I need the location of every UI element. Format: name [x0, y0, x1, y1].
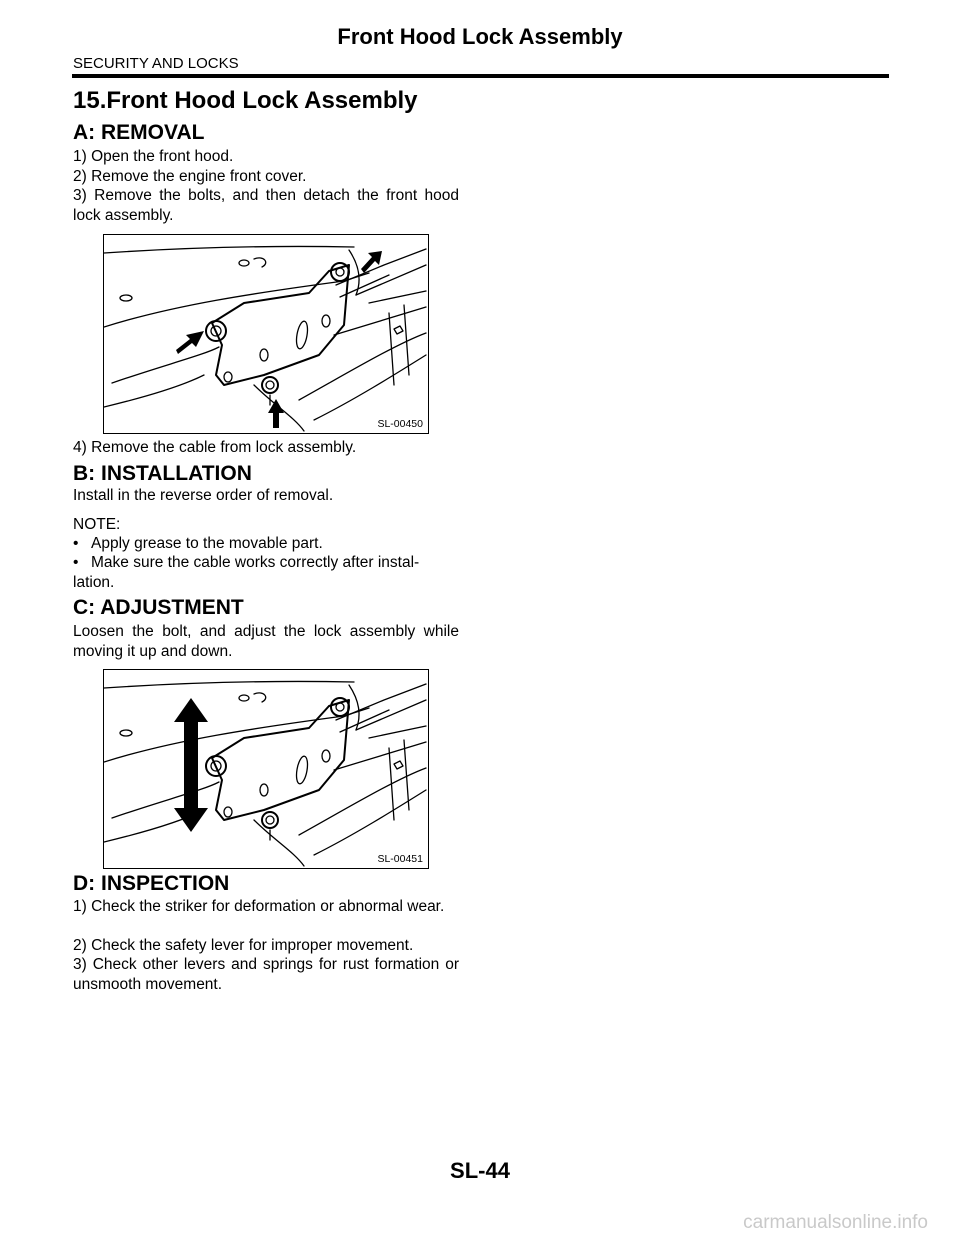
bullet: • [73, 554, 79, 571]
removal-step-4: 4) Remove the cable from lock assembly. [73, 439, 357, 456]
hood-lock-illustration [104, 235, 428, 433]
note-text: Make sure the cable works correctly after instal- lation. [73, 554, 420, 591]
removal-step-3: 3) Remove the bolts, and then detach the front hood lock assembly. [73, 187, 459, 224]
inspection-step-1: 1) Check the striker for deformation or abnormal wear. [73, 898, 445, 915]
removal-figure [103, 234, 429, 434]
arrow-left-bolt [176, 331, 204, 354]
up-down-arrow [174, 698, 208, 832]
note-item [73, 534, 459, 554]
note-text: Apply grease to the movable part. [91, 535, 323, 552]
removal-heading: A: REMOVAL [73, 121, 205, 144]
inspection-step-3: 3) Check other levers and springs for rust formation or unsmooth movement. [73, 956, 459, 993]
inspection-heading: D: INSPECTION [73, 872, 230, 895]
header-divider [72, 74, 889, 78]
hood-lock-adjust-illustration [104, 670, 428, 868]
adjustment-text: Loosen the bolt, and adjust the lock assembly while moving it up and down. [73, 623, 459, 660]
section-label: SECURITY AND LOCKS [73, 55, 239, 72]
figure-id: SL-00450 [377, 418, 423, 430]
adjustment-figure [103, 669, 429, 869]
installation-heading: B: INSTALLATION [73, 462, 252, 485]
chapter-title: 15.Front Hood Lock Assembly [73, 87, 418, 114]
note-item [73, 553, 459, 592]
inspection-step-2: 2) Check the safety lever for improper movement. [73, 937, 414, 954]
installation-text: Install in the reverse order of removal. [73, 487, 334, 504]
bullet: • [73, 535, 79, 552]
removal-step-1: 1) Open the front hood. [73, 148, 234, 165]
page-number: SL-44 [450, 1158, 510, 1183]
note-label: NOTE: [73, 516, 121, 533]
watermark: carmanualsonline.info [743, 1212, 928, 1233]
adjustment-heading: C: ADJUSTMENT [73, 596, 244, 619]
document-title: Front Hood Lock Assembly [337, 24, 623, 49]
removal-step-2: 2) Remove the engine front cover. [73, 168, 307, 185]
figure-id: SL-00451 [377, 853, 423, 865]
